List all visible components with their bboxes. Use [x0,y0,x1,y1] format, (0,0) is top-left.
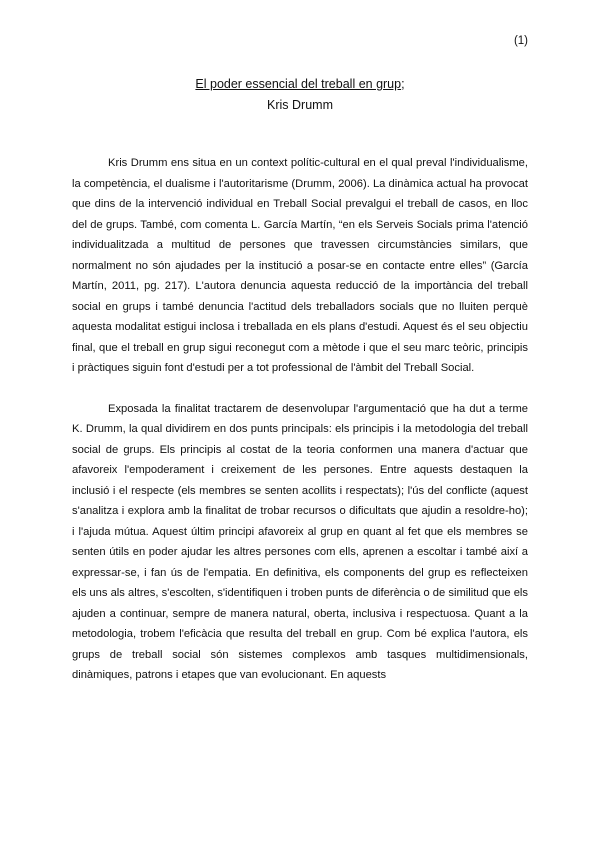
document-body [72,153,528,706]
paragraph-2: Exposada la finalitat tractarem de desenvolupar l'argumentació que ha dut a terme K. Drumm, la qual dividirem en dos punts principals: els principis i la metodologia del treball social de grups. Els principis al costat de la teoria conformen una manera d'actuar que afavoreix l'empoderament i creixement de les persones. Entre aquests destaquen la inclusió i el respecte (els membres se senten acollits i respectats); l'ús del conflicte (aquest s'analitza i explora amb la finalitat de trobar recursos o dificultats que ajudin a resoldre-ho); i l'ajuda mútua. Aquest últim principi afavoreix al grup en quant al fet que els membres se senten útils en poder ajudar les altres persones com ells, aprenen a escoltar i també així a expressar-se, i fan ús de l'empatia. En definitiva, els components del grup es reflecteixen els uns als altres, s'escolten, s'identifiquen i troben punts de diferència o de similitud que els ajuden a continuar, sempre de manera natural, oberta, inclusiva i respectuosa. Quant a la metodologia, trobem l'eficàcia que resulta del treball en grup. Com bé explica l'autora, els grups de treball social són sistemes complexos amb tasques multidimensionals, dinàmiques, patrons i etapes que van evolucionant. En aquests [72,402,528,681]
title-suffix: ; [401,77,405,91]
document-author: Kris Drumm [267,98,333,112]
page-number: (1) [513,35,528,47]
title-text: El poder essencial del treball en grup [195,77,402,91]
document-title [0,74,600,95]
title-block [0,74,600,116]
paragraph-1: Kris Drumm ens situa en un context polític-cultural en el qual preval l'individualisme, la competència, el dualisme i l'autoritarisme (Drumm, 2006). La dinàmica actual ha provocat que dins de la intervenció individual en Treball Social prevalgui el treball de casos, en lloc del de grups. També, com comenta L. García Martín, “en els Serveis Socials prima l'atenció individualitzada a multitud de persones que travessen circumstàncies similars, que normalment no són ajudades per la institució a posar-se en contacte entre elles” (García Martín, 2011, pg. 217). L'autora denuncia aquesta reducció de la importància del treball social en grups i també denuncia l'actitud dels treballadors socials que no lluiten perquè aquesta modalitat estigui inclosa i treballada en els plans d'estudi. Aquest és el seu objectiu final, que el treball en grup sigui reconegut com a mètode i que el seu marc teòric, principis i pràctiques siguin font d'estudi per a tot professional de l'àmbit del Treball Social. [72,157,528,374]
